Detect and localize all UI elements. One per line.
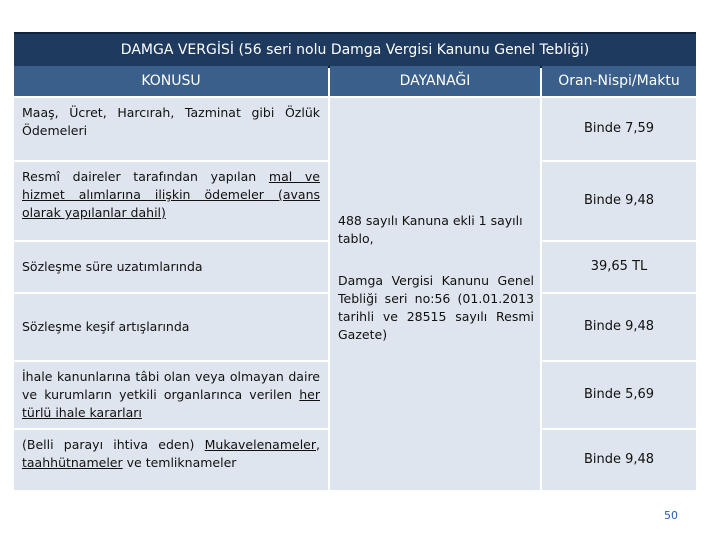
konusu-text: Sözleşme keşif artışlarında [22, 319, 190, 334]
konusu-cell [14, 362, 328, 428]
konusu-cell [14, 162, 328, 240]
konusu-text: mal ve hizmet alımlarına ilişkin ödemeler (avans olarak yapılanlar dahil) [22, 169, 320, 220]
oran-cell [542, 430, 696, 490]
oran-value: Binde 9,48 [583, 452, 655, 467]
dayanagi-line1: 488 sayılı Kanuna ekli 1 sayılı tablo, [338, 213, 523, 246]
oran-value: 39,65 TL [590, 259, 648, 274]
konusu-text: her türlü ihale kararları [22, 387, 320, 420]
konusu-text: taahhütnameler [22, 455, 123, 470]
oran-cell [542, 362, 696, 428]
dayanagi-cell [330, 98, 540, 490]
konusu-text: , [316, 437, 320, 452]
konusu-text: Sözleşme süre uzatımlarında [22, 259, 203, 274]
page-number: 50 [664, 509, 678, 522]
oran-value: Binde 9,48 [583, 193, 655, 208]
oran-cell [542, 242, 696, 292]
oran-cell [542, 98, 696, 160]
header-konusu: KONUSU [14, 66, 328, 96]
konusu-text: Mukavelenameler [204, 437, 317, 452]
oran-value: Binde 5,69 [583, 387, 655, 402]
header-dayanagi: DAYANAĞI [330, 66, 540, 96]
oran-value: Binde 9,48 [583, 319, 655, 334]
dayanagi-line2: Damga Vergisi Kanunu Genel Tebliği seri no:56 (01.01.2013 tarihli ve 28515 sayılı Resmi Gazete) [338, 273, 534, 342]
konusu-cell [14, 242, 328, 292]
slide-title: DAMGA VERGİSİ (56 seri nolu Damga Vergisi Kanunu Genel Tebliği) [14, 32, 696, 68]
header-oran: Oran-Nispi/Maktu [542, 66, 696, 96]
oran-cell [542, 294, 696, 360]
konusu-text: ve temliknameler [122, 455, 237, 470]
konusu-text: Maaş, Ücret, Harcırah, Tazminat gibi Özlük Ödemeleri [22, 105, 320, 138]
konusu-cell [14, 98, 328, 160]
oran-value: Binde 7,59 [583, 121, 655, 136]
konusu-text: İhale kanunlarına tâbi olan veya olmayan daire ve kurumların yetkili organlarınca verilen [22, 369, 320, 402]
konusu-cell [14, 430, 328, 490]
konusu-cell [14, 294, 328, 360]
oran-cell [542, 162, 696, 240]
konusu-text: Resmî daireler tarafından yapılan [22, 169, 269, 184]
konusu-text: (Belli parayı ihtiva eden) [22, 437, 205, 452]
